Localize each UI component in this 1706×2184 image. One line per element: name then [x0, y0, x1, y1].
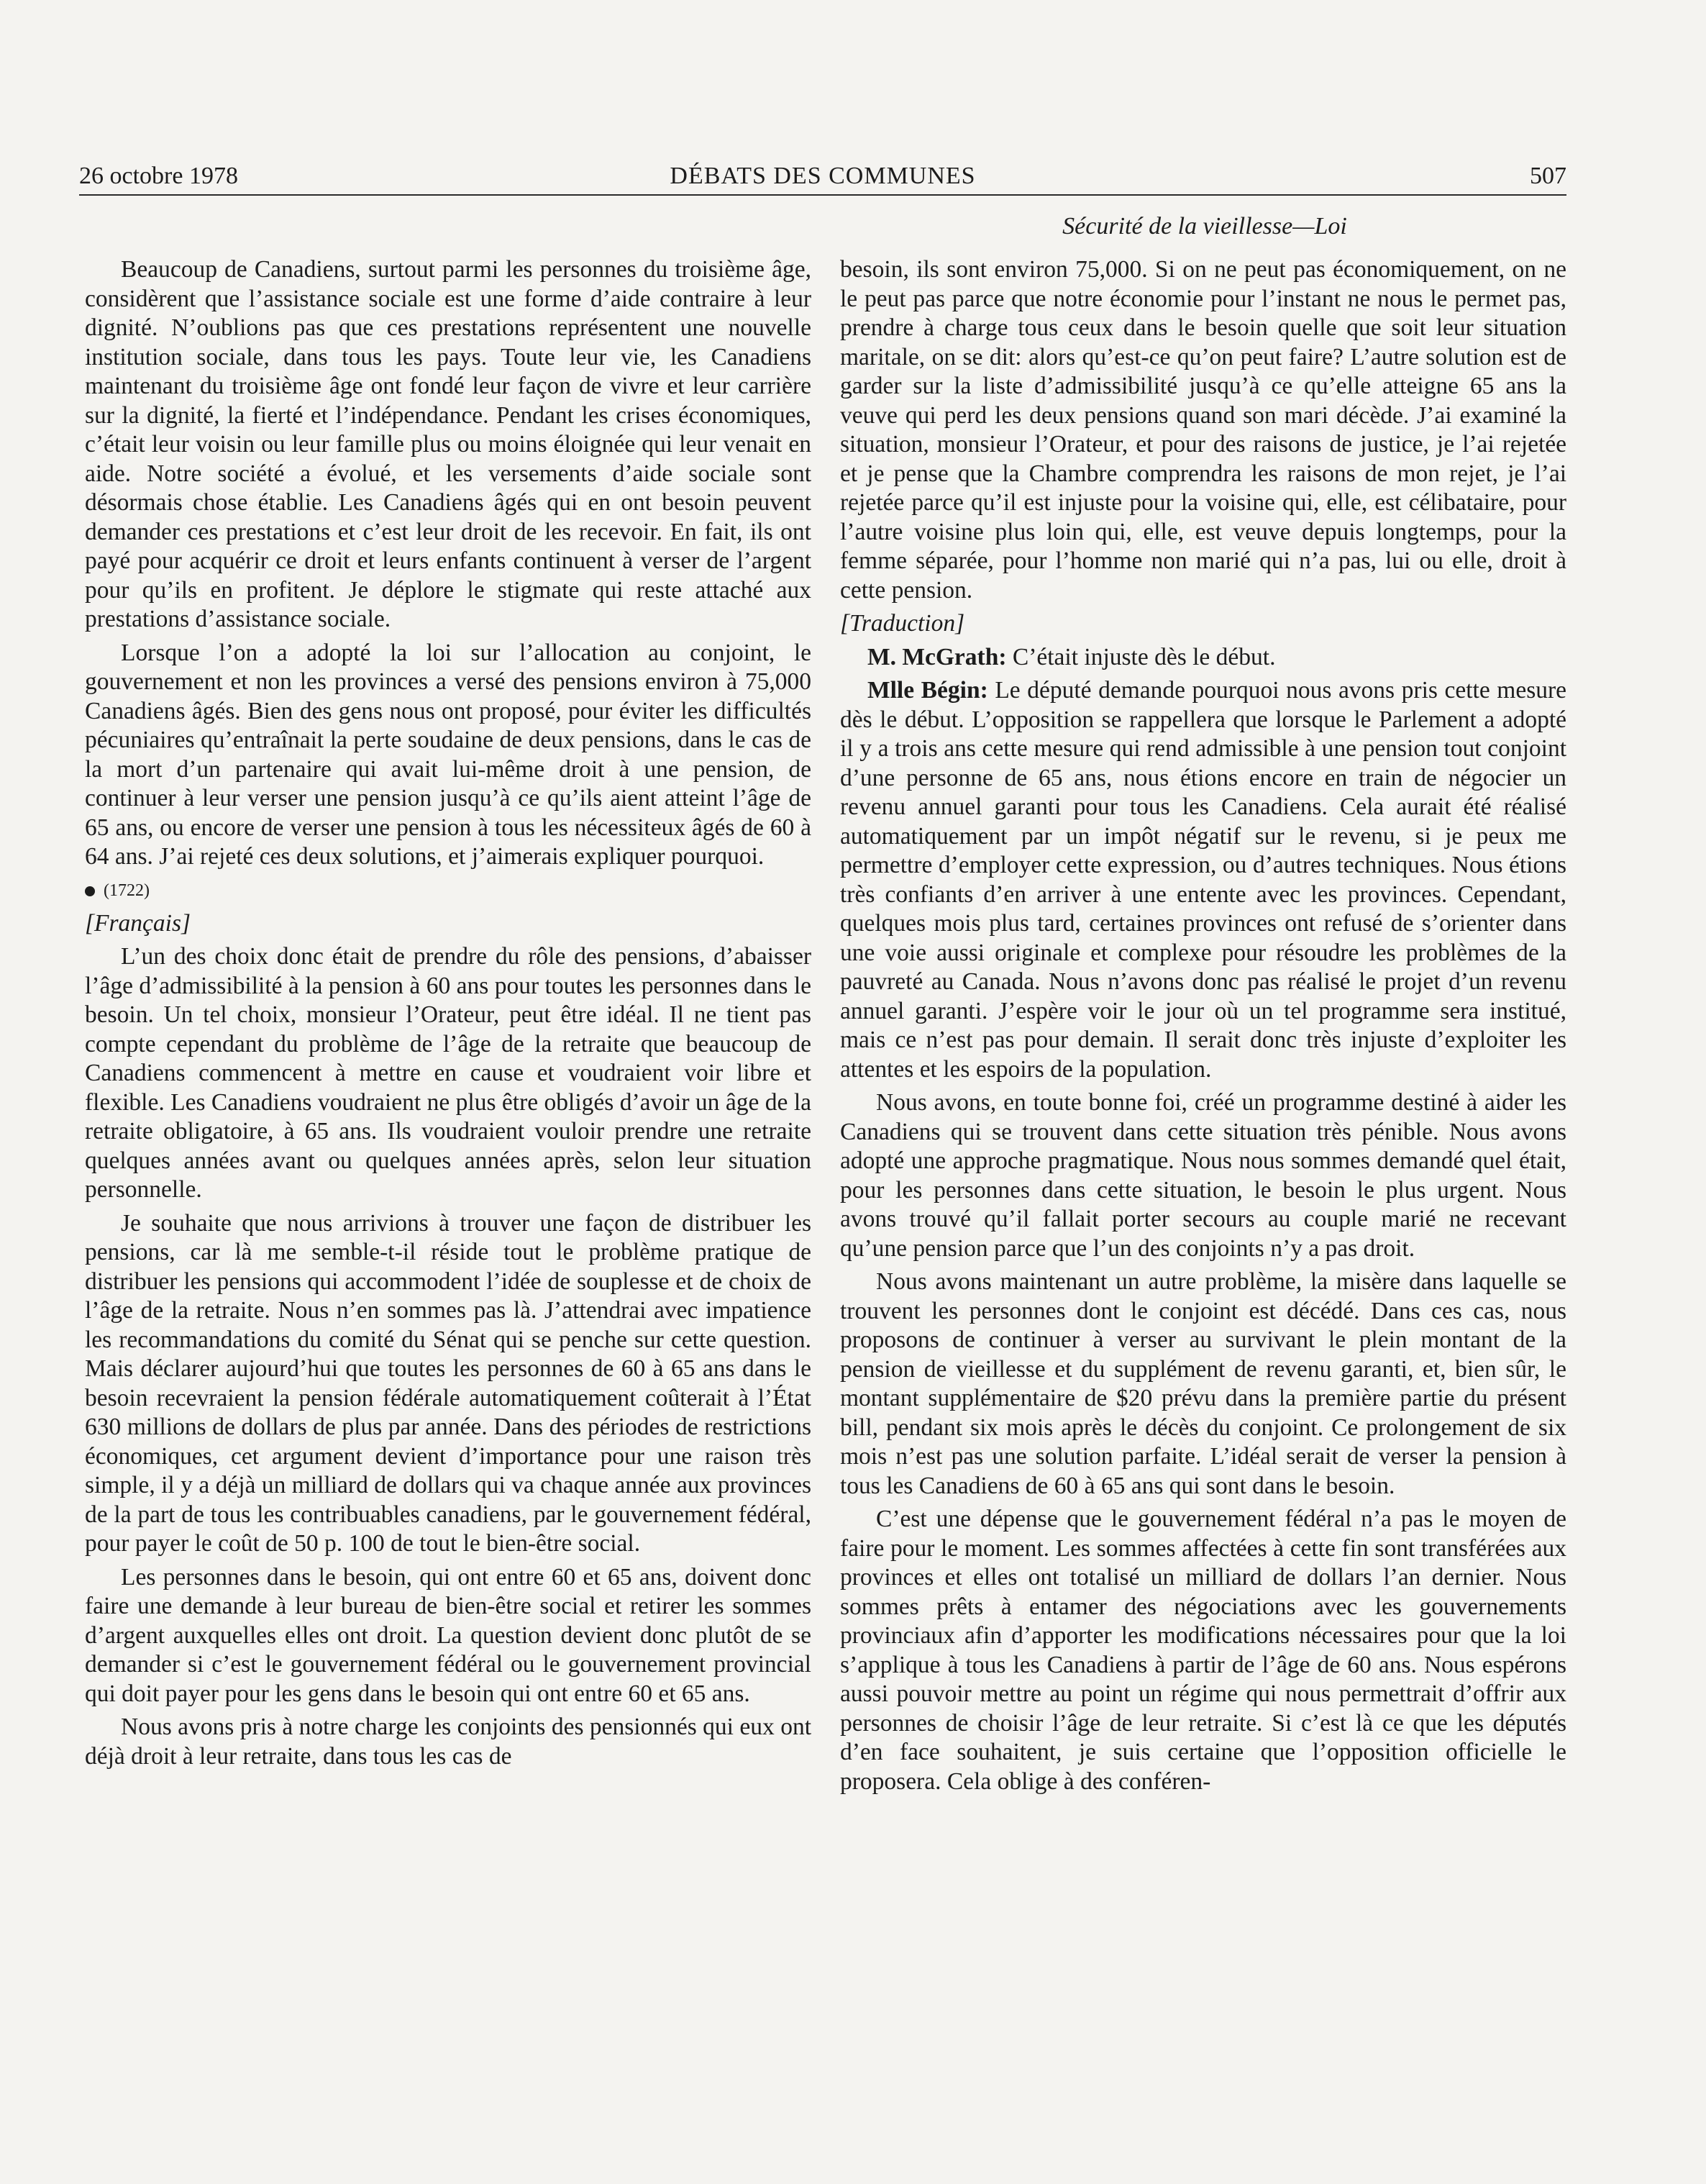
paragraph: Les personnes dans le besoin, qui ont entre 60 et 65 ans, doivent donc faire une demande à leur bureau de bien-être social et retirer les sommes d’argent auxquelles elles ont droit. La question devient donc plutôt de se demander si c’est le gouvernement fédéral ou le gouvernement provincial qui doit payer pour les gens dans le besoin qui ont entre 60 et 65 ans.	[85, 1563, 811, 1707]
time-marker	[85, 876, 811, 905]
speech-entry	[840, 676, 1566, 1084]
paragraph: Je souhaite que nous arrivions à trouver une façon de distribuer les pensions, car là me semble-t-il réside tout le problème pratique de distribuer les pensions qui accommodent l’idée de souplesse et de choix de l’âge de la retraite. Nous n’en sommes pas là. J’attendrai avec impatience les recommandations du comité du Sénat qui se penche sur cette question. Mais déclarer aujourd’hui que toutes les personnes de 60 à 65 ans dans le besoin recevraient la pension fédérale automatiquement coûterait à l’État 630 millions de dollars de plus par année. Dans des périodes de restrictions économiques, cet argument devient d’importance pour une raison très simple, il y a déjà un milliard de dollars qui va chaque année aux provinces de la part de tous les contribuables canadiens, par le gouvernement fédéral, pour payer le coût de 50 p. 100 de tout le bien-être social.	[85, 1209, 811, 1557]
paragraph: Nous avons maintenant un autre problème, la misère dans laquelle se trouvent les personnes dont le conjoint est décédé. Dans ces cas, nous proposons de continuer à verser au survivant le plein montant de la pension de vieillesse et du supplément de revenu garanti, et, bien sûr, le montant supplémentaire de $20 prévu dans la première partie du présent bill, pendant six mois après le décès du conjoint. Ce prolongement de six mois n’est pas une solution parfaite. L’idéal serait de verser la pension à tous les Canadiens de 60 à 65 ans qui sont dans le besoin.	[840, 1268, 1566, 1499]
paragraph: L’un des choix donc était de prendre du rôle des pensions, d’abaisser l’âge d’admissibilité à la pension à 60 ans pour toutes les personnes dans le besoin. Un tel choix, monsieur l’Orateur, peut être idéal. Il ne tient pas compte cependant du problème de l’âge de la retraite que beaucoup de Canadiens commencent à mettre en cause et voudraient voir libre et flexible. Les Canadiens voudraient ne plus être obligés d’avoir un âge de la retraite obligatoire, à 65 ans. Ils voudraient vouloir prendre une retraite quelques années avant ou quelques années après, selon leur situation personnelle.	[85, 943, 811, 1203]
speech-text: C’était injuste dès le début.	[1012, 643, 1276, 670]
left-column	[85, 255, 811, 1775]
paragraph: besoin, ils sont environ 75,000. Si on ne peut pas économiquement, on ne le peut pas parce que notre économie pour l’instant ne nous le permet pas, prendre à charge tous ceux dans le besoin quelle que soit leur situation maritale, on se dit: alors qu’est-ce qu’on peut faire? L’autre solution est de garder sur la liste d’admissibilité jusqu’à ce qu’elle atteigne 65 ans la veuve qui perd les deux pensions quand son mari décède. J’ai examiné la situation, monsieur l’Orateur, et pour des raisons de justice, je l’ai rejetée et je pense que la Chambre comprendra les raisons de mon rejet, je l’ai rejetée parce qu’il est injuste pour la voisine qui, elle, est célibataire, pour l’autre voisine plus loin qui, elle, est veuve depuis longtemps, pour la femme séparée, pour l’homme non marié qui n’a pas, lui ou elle, droit à cette pension.	[840, 256, 1566, 604]
speech-text: Le député demande pourquoi nous avons pris cette mesure dès le début. L’opposition se rappellera que lorsque le Parlement a adopté il y a trois ans cette mesure qui rend admissible à une pension tout conjoint d’une personne de 65 ans, nous étions encore en train de négocier un revenu annuel garanti pour tous les Canadiens. Cela aurait été réalisé automatiquement par un impôt négatif sur le revenu, si je peux me permettre d’employer cette expression, ou d’autres techniques. Nous étions très confiants d’en arriver à une entente avec les provinces. Cependant, quelques mois plus tard, certaines provinces ont refusé de s’orienter dans une voie aussi originale et complexe pour résoudre les problèmes de la pauvreté au Canada. Nous n’avons donc pas réalisé le projet d’un revenu annuel garanti. J’espère voir le jour où un tel programme sera institué, mais ce n’est pas pour demain. Il serait donc très injuste d’exploiter les attentes et les espoirs de la population.	[840, 677, 1567, 1083]
paragraph: Nous avons pris à notre charge les conjoints des pensionnés qui eux ont déjà droit à leur retraite, dans tous les cas de	[85, 1714, 811, 1770]
speaker-name: Mlle Bégin:	[867, 677, 988, 704]
paragraph: Nous avons, en toute bonne foi, créé un programme destiné à aider les Canadiens qui se trouvent dans cette situation très pénible. Nous avons adopté une approche pragmatique. Nous nous sommes demandé quel était, pour les personnes dans cette situation, le besoin le plus urgent. Nous avons trouvé qu’il fallait porter secours au couple marié ne recevant qu’une pension parce que l’un des conjoints n’y a pas droit.	[840, 1089, 1566, 1262]
paragraph: C’est une dépense que le gouvernement fédéral n’a pas le moyen de faire pour le moment. Les sommes affectées à cette fin sont transférées aux provinces et elles ont totalisé un milliard de dollars l’an dernier. Nous sommes prêts à entamer des négociations avec les gouvernements provinciaux afin d’apporter les modifications nécessaires pour que la loi s’applique à tous les Canadiens à partir de l’âge de 60 ans. Nous espérons aussi pouvoir mettre au point un régime qui nous permettrait d’offrir aux personnes de choisir l’âge de leur retraite. Si c’est là ce que les députés d’en face souhaitent, je suis certaine que l’opposition officielle le proposera. Cela oblige à des conféren-	[840, 1506, 1566, 1795]
page-number: 507	[1530, 163, 1566, 189]
paragraph: Lorsque l’on a adopté la loi sur l’allocation au conjoint, le gouvernement et non les provinces a versé des pensions environ à 75,000 Canadiens âgés. Bien des gens nous ont proposé, pour éviter les difficultés pécuniaires qu’entraînait la perte soudaine de deux pensions, dans le cas de la mort d’un partenaire qui avait lui-même droit à une pension, de continuer à leur verser une pension jusqu’à ce qu’ils aient atteint l’âge de 65 ans, ou encore de verser une pension à tous les nécessiteux âgés de 60 à 64 ans. J’ai rejeté ces deux solutions, et j’aimerais expliquer pourquoi.	[85, 639, 811, 870]
language-marker: [Traduction]	[840, 610, 965, 637]
paragraph: Beaucoup de Canadiens, surtout parmi les personnes du troisième âge, considèrent que l’assistance sociale est une forme d’aide contraire à leur dignité. N’oublions pas que ces prestations représentent une nouvelle institution sociale, dans tous les pays. Toute leur vie, les Canadiens maintenant du troisième âge ont fondé leur façon de vivre et leur carrière sur la dignité, la fierté et l’indépendance. Pendant les crises économiques, c’était leur voisin ou leur famille plus ou moins éloignée qui leur venait en aide. Notre société a évolué, et les versements d’aide sociale sont désormais chose établie. Les Canadiens âgés qui en ont besoin peuvent demander ces prestations et c’est leur droit de les recevoir. En fait, ils ont payé pour acquérir ce droit et leurs enfants continuent à verser de l’argent pour qu’ils en profitent. Je déplore le stigmate qui reste attaché aux prestations d’assistance sociale.	[85, 256, 811, 632]
speaker-name: M. McGrath:	[867, 643, 1007, 670]
header-title: DÉBATS DES COMMUNES	[670, 163, 976, 189]
time-marker-text: (1722)	[104, 881, 150, 900]
right-column	[840, 255, 1566, 1801]
speech-entry	[840, 643, 1566, 673]
page-header	[79, 160, 1566, 196]
language-marker: [Français]	[85, 909, 191, 937]
bullet-icon	[85, 886, 95, 896]
header-date: 26 octobre 1978	[79, 163, 238, 189]
section-running-title: Sécurité de la vieillesse—Loi	[1062, 213, 1347, 240]
